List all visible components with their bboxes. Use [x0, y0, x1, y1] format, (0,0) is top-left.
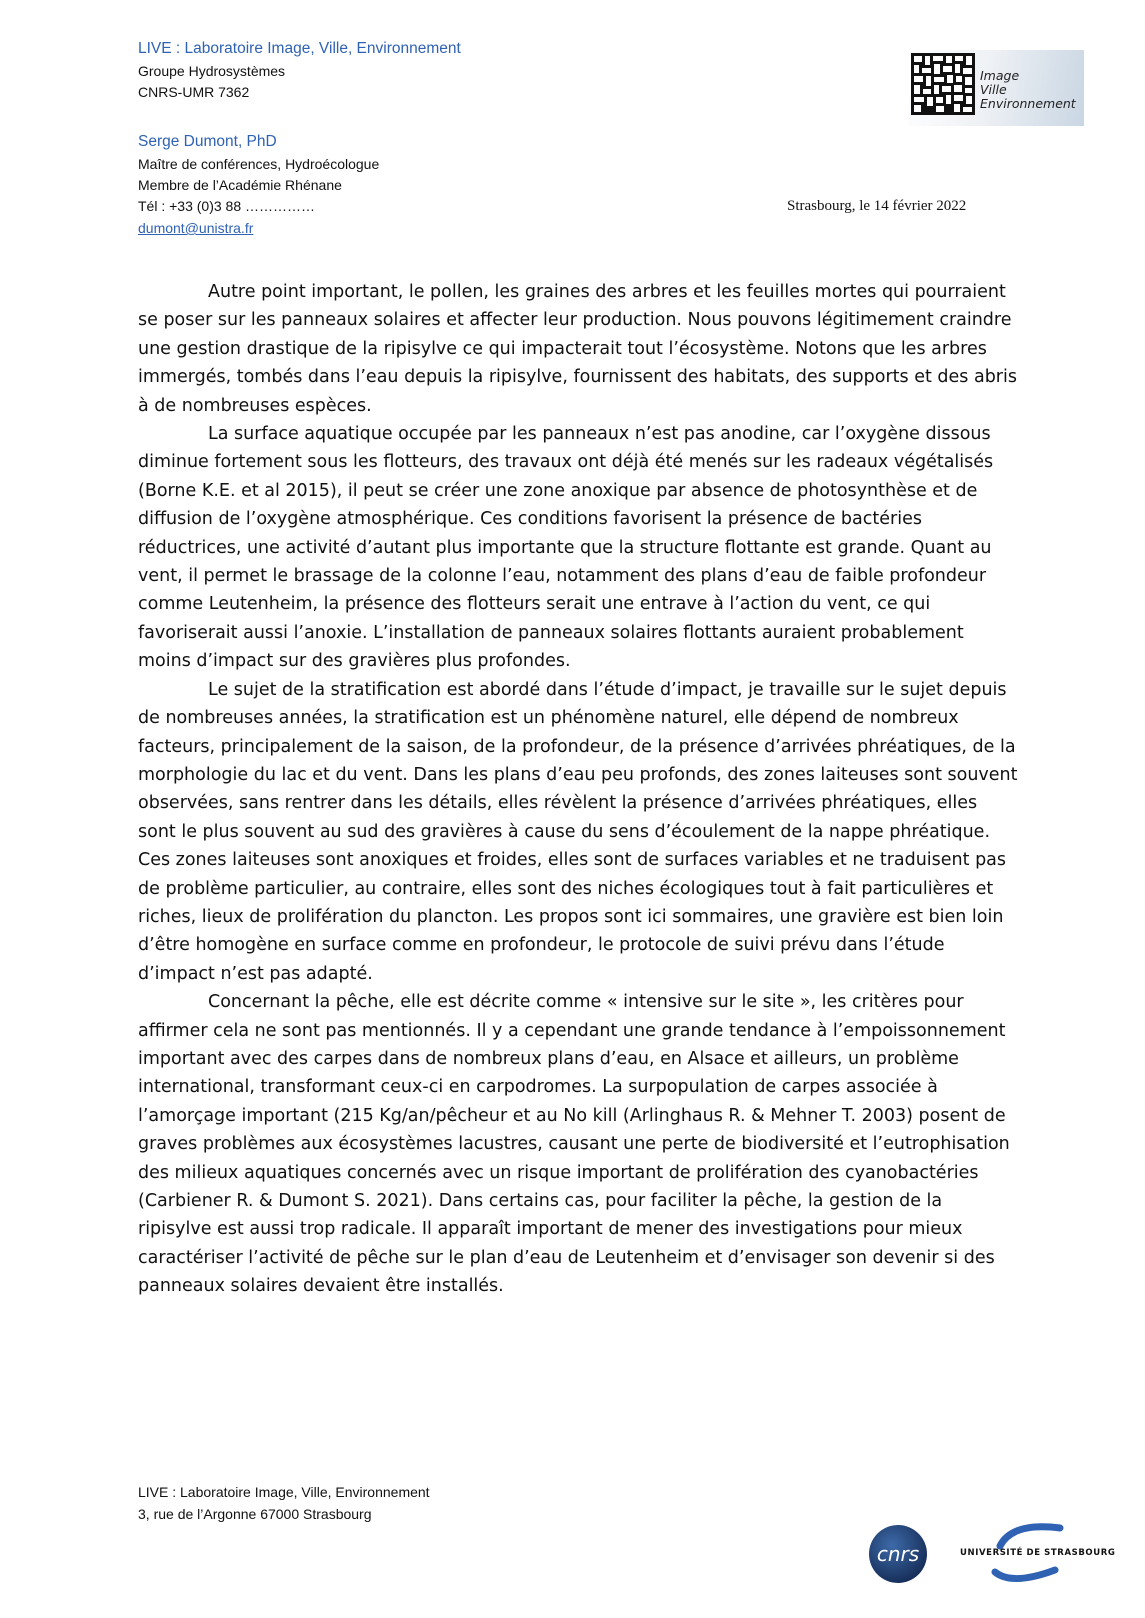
letter-place-date: Strasbourg, le 14 février 2022 [787, 198, 967, 214]
cnrs-logo-text: cnrs [876, 1542, 920, 1566]
logo-line-image: Image [980, 68, 1020, 83]
author-email-link[interactable]: dumont@unistra.fr [138, 220, 254, 236]
letter-body [138, 278, 1018, 1301]
university-name-text: UNIVERSITÉ DE STRASBOURG [960, 1548, 1116, 1558]
logo-line-ville: Ville [980, 82, 1007, 97]
paragraph-pollen: Autre point important, le pollen, les graines des arbres et les feuilles mortes qui pourraient se poser sur les panneaux solaires et affecter leur production. Nous pouvons légitimement craindre une gestion drastique de la ripisylve ce qui impacterait tout l’écosystème. Notons que les arbres immergés, tombés dans l’eau depuis la ripisylve, fournissent des habitats, des supports et des abris à de nombreuses espèces. [138, 282, 1017, 416]
author-phone: Tél : +33 (0)3 88 …………… [138, 198, 316, 214]
image-ville-environnement-logo [908, 50, 1084, 126]
header-org-name: LIVE : Laboratoire Image, Ville, Environnement [138, 40, 461, 57]
universite-de-strasbourg-logo [960, 1512, 1116, 1592]
logo-line-environnement: Environnement [980, 96, 1076, 111]
logo-grid-mark [911, 53, 975, 115]
author-title: Maître de conférences, Hydroécologue [138, 156, 380, 172]
header-group: Groupe Hydrosystèmes [138, 63, 286, 79]
header-unit: CNRS-UMR 7362 [138, 84, 250, 100]
footer-address: 3, rue de l’Argonne 67000 Strasbourg [138, 1506, 372, 1522]
paragraph-stratification: Le sujet de la stratification est abordé dans l’étude d’impact, je travaille sur le sujet depuis de nombreuses années, la stratification est un phénomène naturel, elle dépend de nombreux facteurs, principalement de la saison, de la profondeur, de la présence d’arrivées phréatiques, de la morphologie du lac et du vent. Dans les plans d’eau peu profonds, des zones laiteuses sont souvent observées, sans rentrer dans les détails, elles révèlent la présence d’arrivées phréatiques, elles sont le plus souvent au sud des gravières à cause du sens d’écoulement de la nappe phréatique. Ces zones laiteuses sont anoxiques et froides, elles sont de surfaces variables et ne traduisent pas de problème particulier, au contraire, elles sont des niches écologiques tout à fait particulières et riches, lieux de prolifération du plancton. Les propos sont ici sommaires, une gravière est bien loin d’être homogène en surface comme en profondeur, le protocole de suivi prévu dans l’étude d’impact n’est pas adapté. [138, 679, 1018, 984]
paragraph-surface-aquatique: La surface aquatique occupée par les panneaux n’est pas anodine, car l’oxygène dissous diminue fortement sous les flotteurs, des travaux ont déjà été menés sur les radeaux végétalisés (Borne K.E. et al 2015), il peut se créer une zone anoxique par absence de photosynthèse et de diffusion de l’oxygène atmosphérique. Ces conditions favorisent la présence de bactéries réductrices, une activité d’autant plus importante que la structure flottante est grande. Quant au vent, il permet le brassage de la colonne l’eau, notamment des plans d’eau de faible profondeur comme Leutenheim, la présence des flotteurs serait une entrave à l’action du vent, ce qui favoriserait aussi l’anoxie. L’installation de panneaux solaires flottants auraient probablement moins d’impact sur des gravières plus profondes. [138, 424, 994, 672]
author-name: Serge Dumont, PhD [138, 133, 277, 150]
cnrs-logo [868, 1524, 928, 1584]
paragraph-peche: Concernant la pêche, elle est décrite comme « intensive sur le site », les critères pour affirmer cela ne sont pas mentionnés. Il y a cependant une grande tendance à l’empoissonnement important avec des carpes dans de nombreux plans d’eau, en Alsace et ailleurs, un problème international, transformant ceux-ci en carpodromes. La surpopulation de carpes associée à l’amorçage important (215 Kg/an/pêcheur et au No kill (Arlinghaus R. & Mehner T. 2003) posent de graves problèmes aux écosystèmes lacustres, causant une perte de biodiversité et l’eutrophisation des milieux aquatiques concernés avec un risque important de prolifération des cyanobactéries (Carbiener R. & Dumont S. 2021). Dans certains cas, pour faciliter la pêche, la gestion de la ripisylve est aussi trop radicale. Il apparaît important de mener des investigations pour mieux caractériser l’activité de pêche sur le plan d’eau de Leutenheim et d’envisager son devenir si des panneaux solaires devaient être installés. [138, 992, 1010, 1297]
author-membership: Membre de l’Académie Rhénane [138, 177, 342, 193]
footer-org-name: LIVE : Laboratoire Image, Ville, Environnement [138, 1484, 430, 1500]
